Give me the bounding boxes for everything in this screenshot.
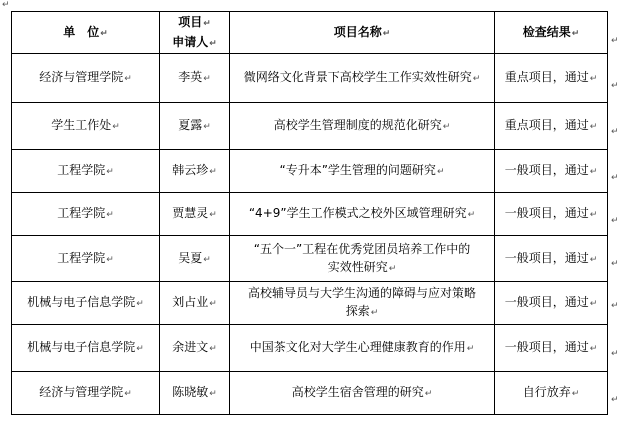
row-end-mark: ↵ <box>611 301 619 311</box>
header-project-name: 项目名称↵ <box>230 12 495 54</box>
table-row <box>12 150 608 193</box>
row-end-mark: ↵ <box>611 259 619 269</box>
project-cell: 微网络文化背景下高校学生工作实效性研究↵ <box>230 54 495 103</box>
result-cell: 自行放弃↵ <box>495 372 608 415</box>
applicant-cell: 余进文↵ <box>160 325 230 372</box>
row-end-mark: ↵ <box>611 36 619 46</box>
result-cell: 一般项目，通过↵ <box>495 236 608 282</box>
table-row <box>12 325 608 372</box>
table-row <box>12 54 608 103</box>
unit-cell: 经济与管理学院↵ <box>12 372 160 415</box>
unit-cell: 学生工作处↵ <box>12 103 160 150</box>
unit-cell: 工程学院↵ <box>12 236 160 282</box>
project-inspection-table <box>11 11 608 415</box>
unit-cell: 经济与管理学院↵ <box>12 54 160 103</box>
result-cell: 一般项目，通过↵ <box>495 193 608 236</box>
unit-cell: 工程学院↵ <box>12 193 160 236</box>
project-cell: 高校学生宿舍管理的研究↵ <box>230 372 495 415</box>
row-end-mark: ↵ <box>611 216 619 226</box>
table-row <box>12 193 608 236</box>
project-cell: “五个一”工程在优秀党团员培养工作中的 实效性研究↵ <box>230 236 495 282</box>
applicant-cell: 李英↵ <box>160 54 230 103</box>
row-end-mark: ↵ <box>611 395 619 405</box>
header-applicant: 项目↵ 申请人↵ <box>160 12 230 54</box>
unit-cell: 工程学院↵ <box>12 150 160 193</box>
applicant-cell: 韩云珍↵ <box>160 150 230 193</box>
result-cell: 一般项目，通过↵ <box>495 282 608 325</box>
table-row <box>12 236 608 282</box>
result-cell: 重点项目，通过↵ <box>495 103 608 150</box>
result-cell: 一般项目，通过↵ <box>495 325 608 372</box>
applicant-cell: 刘占业↵ <box>160 282 230 325</box>
table-row <box>12 103 608 150</box>
project-cell: 中国茶文化对大学生心理健康教育的作用↵ <box>230 325 495 372</box>
unit-cell: 机械与电子信息学院↵ <box>12 325 160 372</box>
row-end-mark: ↵ <box>611 349 619 359</box>
table-row <box>12 282 608 325</box>
row-end-mark: ↵ <box>611 127 619 137</box>
header-result: 检查结果↵ <box>495 12 608 54</box>
top-left-paragraph-mark: ↵ <box>2 0 10 10</box>
applicant-cell: 陈晓敏↵ <box>160 372 230 415</box>
row-end-mark: ↵ <box>611 81 619 91</box>
applicant-cell: 吴夏↵ <box>160 236 230 282</box>
table-row <box>12 372 608 415</box>
table-header-row <box>12 12 608 54</box>
project-cell: 高校辅导员与大学生沟通的障碍与应对策略 探索↵ <box>230 282 495 325</box>
header-unit: 单 位↵ <box>12 12 160 54</box>
result-cell: 重点项目，通过↵ <box>495 54 608 103</box>
unit-cell: 机械与电子信息学院↵ <box>12 282 160 325</box>
row-end-mark: ↵ <box>611 173 619 183</box>
project-cell: “4+9”学生工作模式之校外区域管理研究↵ <box>230 193 495 236</box>
project-cell: 高校学生管理制度的规范化研究↵ <box>230 103 495 150</box>
applicant-cell: 夏露↵ <box>160 103 230 150</box>
project-cell: “专升本”学生管理的问题研究↵ <box>230 150 495 193</box>
applicant-cell: 贾慧灵↵ <box>160 193 230 236</box>
result-cell: 一般项目，通过↵ <box>495 150 608 193</box>
